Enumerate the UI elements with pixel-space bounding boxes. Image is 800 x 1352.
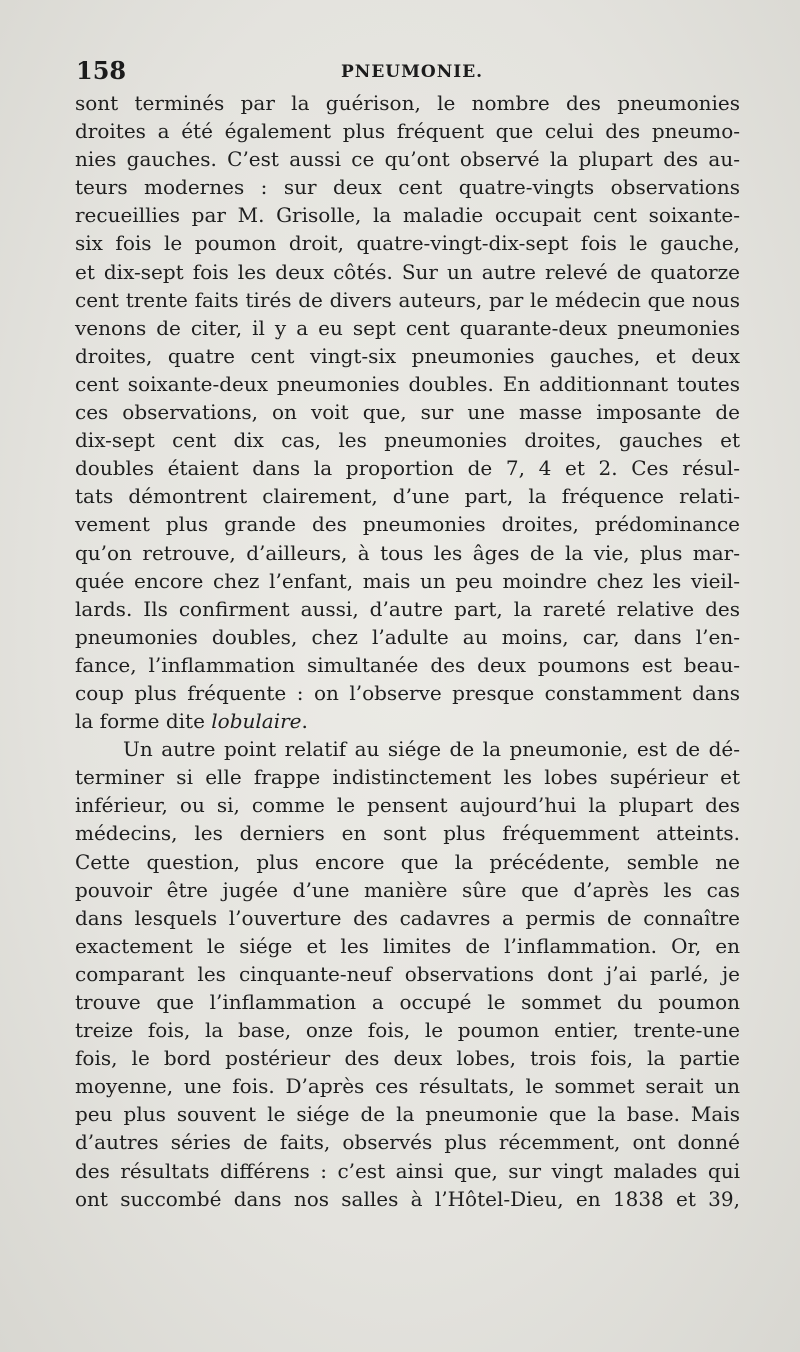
- text-line: lards. Ils confirment aussi, d’autre part, la rareté relative des: [75, 596, 740, 621]
- text-line: ces observations, on voit que, sur une masse imposante de: [75, 400, 740, 425]
- text-line: trouve que l’inflammation a occupé le sommet du poumon: [75, 990, 740, 1014]
- text-line: Cette question, plus encore que la précédente, semble ne: [75, 849, 740, 874]
- text-line: cent trente faits tirés de divers auteurs, par le médecin que nous: [75, 287, 740, 312]
- text-line: treize fois, la base, onze fois, le poumon entier, trente-une: [75, 1018, 740, 1043]
- text-line: moyenne, une fois. D’après ces résultats, le sommet serait un: [75, 1074, 740, 1099]
- text-line: exactement le siége et les limites de l’inflammation. Or, en: [75, 933, 740, 958]
- text-line: six fois le poumon droit, quatre-vingt-dix-sept fois le gauche,: [75, 231, 740, 256]
- text-line: doubles étaient dans la proportion de 7, 4 et 2. Ces résul-: [75, 456, 740, 481]
- page-header: [76, 56, 756, 92]
- text-fragment: la forme dite: [75, 709, 212, 734]
- text-line: et dix-sept fois les deux côtés. Sur un autre relevé de quatorze: [75, 259, 740, 284]
- text-line: d’autres séries de faits, observés plus récemment, ont donné: [75, 1130, 740, 1155]
- text-line: droites a été également plus fréquent que celui des pneumo-: [75, 119, 740, 144]
- paragraph-2: [75, 735, 740, 1213]
- text-line: pneumonies doubles, chez l’adulte au moins, car, dans l’en-: [75, 624, 740, 649]
- text-line: fance, l’inflammation simultanée des deux poumons est beau-: [75, 652, 740, 677]
- text-line: ont succombé dans nos salles à l’Hôtel-Dieu, en 1838 et 39,: [75, 1186, 740, 1211]
- text-line: Un autre point relatif au siége de la pneumonie, est de dé-: [123, 737, 740, 762]
- text-line: terminer si elle frappe indistinctement les lobes supérieur et: [75, 765, 740, 790]
- text-line: qu’on retrouve, d’ailleurs, à tous les âges de la vie, plus mar-: [75, 540, 740, 565]
- page-number: 158: [76, 56, 127, 85]
- text-line: peu plus souvent le siége de la pneumonie que la base. Mais: [75, 1102, 740, 1127]
- text-line: des résultats différens : c’est ainsi que, sur vingt malades qui: [75, 1158, 740, 1183]
- text-line: dix-sept cent dix cas, les pneumonies droites, gauches et: [75, 428, 740, 453]
- text-line: médecins, les derniers en sont plus fréquemment atteints.: [75, 821, 740, 846]
- body-text: [75, 89, 740, 1213]
- italic-term: lobulaire: [211, 709, 302, 734]
- text-line: quée encore chez l’enfant, mais un peu moindre chez les vieil-: [75, 568, 740, 593]
- text-line: sont terminés par la guérison, le nombre des pneumonies: [75, 91, 740, 115]
- text-line: droites, quatre cent vingt-six pneumonies gauches, et deux: [75, 343, 740, 368]
- text-line: teurs modernes : sur deux cent quatre-vingts observations: [75, 175, 740, 200]
- running-title: PNEUMONIE.: [341, 62, 484, 82]
- text-line: vement plus grande des pneumonies droites, prédominance: [75, 512, 740, 537]
- paragraph-1: [75, 89, 740, 735]
- text-line: nies gauches. C’est aussi ce qu’ont observé la plupart des au-: [75, 147, 740, 172]
- text-fragment: .: [301, 709, 308, 734]
- text-line: cent soixante-deux pneumonies doubles. En additionnant toutes: [75, 371, 740, 396]
- text-line: [75, 707, 740, 735]
- text-line: coup plus fréquente : on l’observe presque constamment dans: [75, 680, 740, 705]
- text-line: venons de citer, il y a eu sept cent quarante-deux pneumonies: [75, 315, 740, 340]
- text-line: comparant les cinquante-neuf observations dont j’ai parlé, je: [75, 961, 740, 986]
- text-line: tats démontrent clairement, d’une part, la fréquence relati-: [75, 484, 740, 509]
- text-line: pouvoir être jugée d’une manière sûre que d’après les cas: [75, 877, 740, 902]
- text-line: fois, le bord postérieur des deux lobes, trois fois, la partie: [75, 1046, 740, 1071]
- text-line: inférieur, ou si, comme le pensent aujourd’hui la plupart des: [75, 793, 740, 818]
- text-line: dans lesquels l’ouverture des cadavres a permis de connaître: [75, 905, 740, 930]
- text-line: recueillies par M. Grisolle, la maladie occupait cent soixante-: [75, 203, 740, 228]
